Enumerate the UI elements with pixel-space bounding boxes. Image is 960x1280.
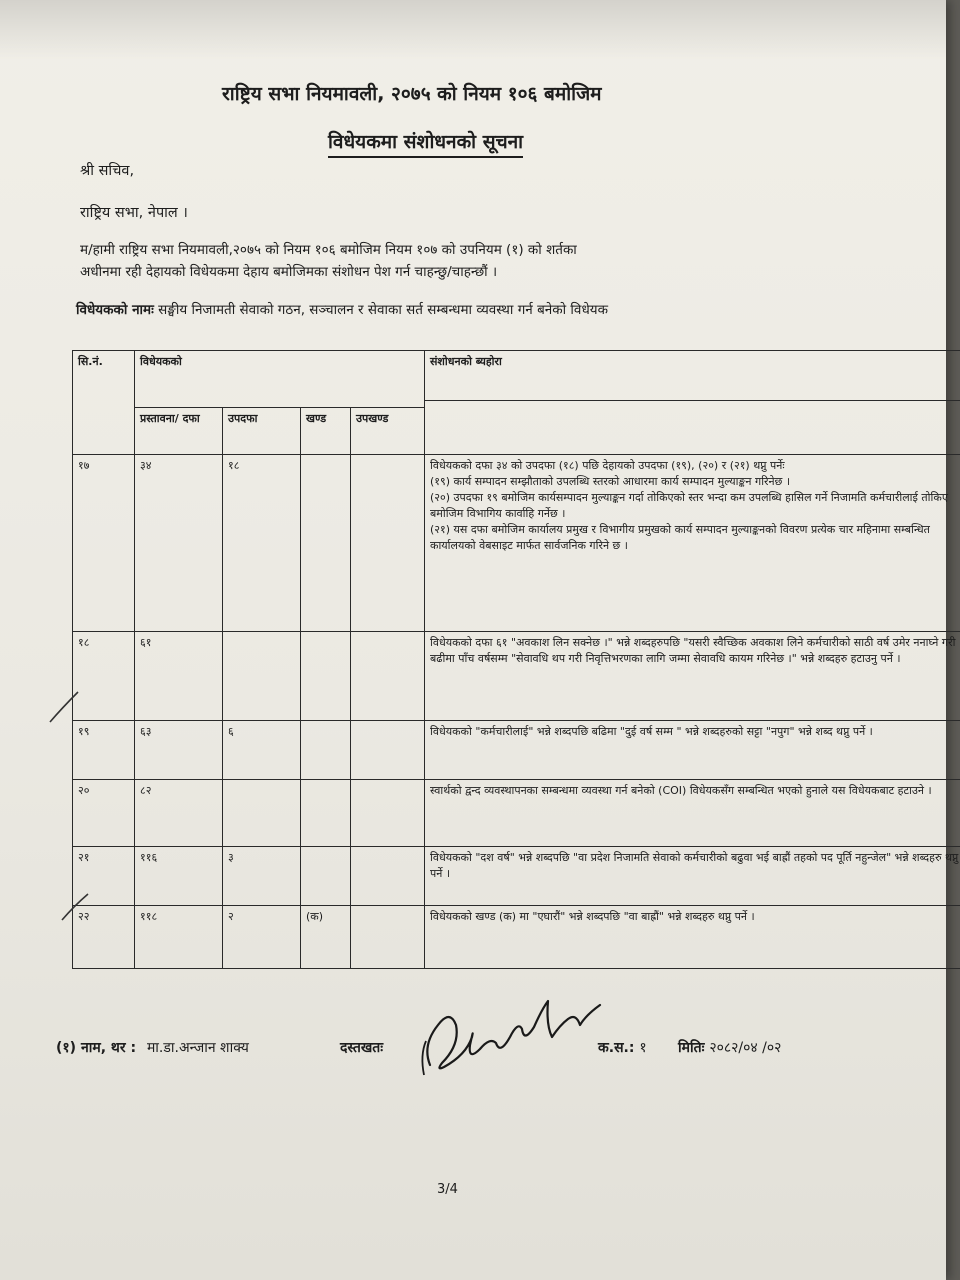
ks-label: क.स.: [598,1040,635,1056]
cell-subsection: २ [223,906,301,969]
member-name-label: (१) नाम, थर : [56,1040,137,1056]
date-line [678,1038,781,1057]
signature-label: दस्तखतः [340,1040,384,1056]
bill-name: सङ्घीय निजामती सेवाको गठन, सञ्चालन र सेवाका सर्त सम्बन्धमा व्यवस्था गर्न बनेको विधेयक [158,302,608,318]
header-section: प्रस्तावना/ दफा [135,408,223,455]
header-bill-group: विधेयकको [135,351,425,408]
cell-amendment-text: विधेयकको दफा ३४ को उपदफा (१८) पछि देहायको उपदफा (१९), (२०) र (२१) थप्नु पर्नेः (१९) कार्य सम्पादन सम्झौताको उपलब्धि स्तरको आधारमा कार्य सम्पादन मुल्याङ्कन गरिनेछ । (२०) उपदफा १९ बमोजिम कार्यसम्पादन मुल्याङ्कन गर्दा तोकिएको स्तर भन्दा कम उपलब्धि हासिल गर्ने निजामति कर्मचारीलाई तोकिए बमोजिम विभागिय कार्वाहि गर्नेछ । (२१) यस दफा बमोजिम कार्यालय प्रमुख र विभागीय प्रमुखको कार्य सम्पादन मुल्याङ्कनको विवरण प्रत्येक चार महिनामा सम्बन्धित कार्यालयको वेबसाइट मार्फत सार्वजनिक गरिने छ । [425,455,960,632]
cell-section: ११८ [135,906,223,969]
cell-serial: २२ [73,906,135,969]
header-amendment-label: संशोधनको ब्यहोरा [430,355,502,368]
table-row [73,721,960,780]
intro-line-1: म/हामी राष्ट्रिय सभा नियमावली,२०७५ को नियम १०६ बमोजिम नियम १०७ को उपनियम (१) को शर्तका [80,242,577,258]
cell-subclause [351,906,425,969]
header-amendment-divider [425,400,960,445]
cell-subsection: १८ [223,455,301,632]
document-title: राष्ट्रिय सभा नियमावली, २०७५ को नियम १०६ बमोजिम [222,83,602,105]
table-row [73,780,960,847]
cell-subclause [351,455,425,632]
member-name-line [56,1038,249,1057]
cell-serial: २१ [73,847,135,906]
cell-clause [301,721,351,780]
cell-subclause [351,847,425,906]
cell-subsection: ६ [223,721,301,780]
header-subclause: उपखण्ड [351,408,425,455]
cell-section: ६१ [135,632,223,721]
cell-amendment-text: विधेयकको "कर्मचारीलाई" भन्ने शब्दपछि बढिमा "दुई वर्ष सम्म " भन्ने शब्दहरुको सट्टा "नपुग" भन्ने शब्द थप्नु पर्ने । [425,721,960,780]
header-clause: खण्ड [301,408,351,455]
cell-subclause [351,721,425,780]
bill-name-label: विधेयकको नामः [76,302,154,318]
ks-value: १ [639,1040,647,1056]
cell-subclause [351,780,425,847]
table-row [73,847,960,906]
cell-clause [301,632,351,721]
cell-section: ३४ [135,455,223,632]
intro-line-2: अधीनमा रही देहायको विधेयकमा देहाय बमोजिमका संशोधन पेश गर्न चाहन्छु/चाहन्छौं । [80,264,498,280]
amendment-table [72,350,960,969]
cell-subsection [223,780,301,847]
document-subtitle: विधेयकमा संशोधनको सूचना [328,128,523,158]
cell-clause [301,847,351,906]
cell-amendment-text: विधेयकको खण्ड (क) मा "एघारौं" भन्ने शब्दपछि "वा बाह्रौं" भन्ने शब्दहरु थप्नु पर्ने । [425,906,960,969]
cell-clause: (क) [301,906,351,969]
cell-amendment-text: विधेयकको "दश वर्ष" भन्ने शब्दपछि "वा प्रदेश निजामति सेवाको कर्मचारीको बढुवा भई बाह्रौं तहको पद पूर्ति नहुन्जेल" भन्ने शब्दहरु थप्नु पर्ने । [425,847,960,906]
header-amendment [425,351,960,455]
recipient-office: राष्ट्रिय सभा, नेपाल । [80,205,188,221]
table-header-row-1 [73,351,960,408]
ks-line [598,1038,647,1057]
date-value: २०८२/०४ /०२ [709,1040,782,1056]
bill-name-line [76,300,608,318]
handwritten-signature [410,985,610,1085]
table-row [73,455,960,632]
member-name: मा.डा.अन्जान शाक्य [146,1040,249,1056]
cell-clause [301,780,351,847]
cell-amendment-text: स्वार्थको द्वन्द व्यवस्थापनका सम्बन्धमा व्यवस्था गर्न बनेको (COI) विधेयकसँग सम्बन्धित भएको हुनाले यस विधेयकबाट हटाउने । [425,780,960,847]
cell-subsection [223,632,301,721]
table-row [73,632,960,721]
cell-subsection: ३ [223,847,301,906]
cell-serial: २० [73,780,135,847]
cell-section: ८२ [135,780,223,847]
cell-amendment-text: विधेयकको दफा ६१ "अवकाश लिन सक्नेछ ।" भन्ने शब्दहरुपछि "यसरी स्वैच्छिक अवकाश लिने कर्मचारीको साठी वर्ष उमेर ननाघ्ने गरी बढीमा पाँच वर्षसम्म "सेवावधि थप गरी निवृत्तिभरणका लागि जम्मा सेवावधि कायम गरिनेछ ।" भन्ने शब्दहरु हटाउनु पर्ने । [425,632,960,721]
cell-serial: १८ [73,632,135,721]
cell-section: ६३ [135,721,223,780]
cell-clause [301,455,351,632]
cell-subclause [351,632,425,721]
handwritten-tick-mark [44,688,84,728]
salutation: श्री सचिव, [80,163,135,179]
header-serial: सि.नं. [73,351,135,455]
header-subsection: उपदफा [223,408,301,455]
cell-serial: १७ [73,455,135,632]
page-number: 3/4 [437,1182,458,1197]
cell-section: ११६ [135,847,223,906]
date-label: मितिः [678,1040,705,1056]
table-row [73,906,960,969]
handwritten-tick-mark [56,888,96,928]
cell-serial: १९ [73,721,135,780]
